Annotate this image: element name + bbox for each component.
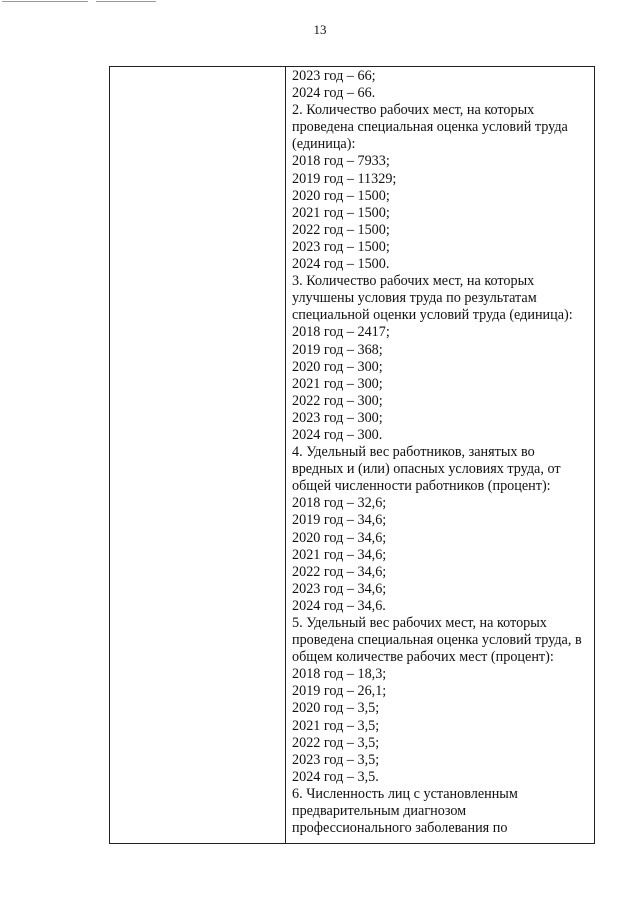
indicator-heading: специальной оценки условий труда (единица): [292,307,573,324]
indicator-heading: вредных и (или) опасных условиях труда, от [292,461,561,478]
indicator-line: 2020 год – 1500; [292,187,390,204]
indicator-heading: предварительным диагнозом [292,803,467,820]
indicator-line: 2024 год – 66. [292,85,376,102]
indicator-line: 2022 год – 34,6; [292,563,387,580]
indicator-line: 2023 год – 34,6; [292,580,387,597]
indicator-line: 2020 год – 3,5; [292,700,380,717]
indicator-line: 2020 год – 300; [292,358,383,375]
indicator-line: 2018 год – 18,3; [292,666,387,683]
indicator-line: 2024 год – 34,6. [292,597,386,614]
indicator-heading: проведена специальная оценка условий труда [292,119,568,136]
indicator-heading: (единица): [292,136,356,153]
indicator-line: 2023 год – 3,5; [292,751,380,768]
indicator-heading: 5. Удельный вес рабочих мест, на которых [292,615,547,631]
page-number: 13 [313,22,327,37]
indicator-line: 2022 год – 3,5; [292,734,380,751]
indicator-heading: общей численности работников (процент): [292,478,551,495]
indicator-line: 2024 год – 300. [292,426,383,443]
indicator-heading: 4. Удельный вес работников, занятых во [292,444,535,461]
indicator-heading: проведена специальная оценка условий труда, в [292,632,582,649]
indicator-heading: профессионального заболевания по [292,820,508,837]
indicator-line: 2024 год – 3,5. [292,768,379,785]
indicator-line: 2023 год – 300; [292,409,383,426]
indicator-line: 2018 год – 7933; [292,153,390,170]
indicator-heading: 6. Численность лиц с установленным [292,785,518,802]
indicator-line: 2019 год – 26,1; [292,683,387,700]
indicator-line: 2021 год – 1500; [292,204,390,221]
indicator-line: 2021 год – 34,6; [292,546,387,563]
indicator-line: 2024 год – 1500. [292,256,390,273]
indicator-heading: общем количестве рабочих мест (процент): [292,649,554,666]
indicator-line: 2018 год – 32,6; [292,495,387,512]
table-right-cell [286,67,594,843]
indicator-heading: улучшены условия труда по результатам [292,290,537,307]
indicator-heading: 3. Количество рабочих мест, на которых [292,273,535,290]
indicator-line: 2020 год – 34,6; [292,529,387,546]
scan-edge-mark [96,1,156,2]
indicator-line: 2022 год – 1500; [292,221,390,238]
table-left-cell [110,67,286,843]
indicator-line: 2023 год – 1500; [292,238,390,255]
indicator-line: 2018 год – 2417; [292,324,390,341]
indicator-line: 2019 год – 34,6; [292,512,387,529]
indicator-line: 2021 год – 300; [292,375,383,392]
indicator-line: 2023 год – 66; [292,68,376,84]
indicator-line: 2022 год – 300; [292,392,383,409]
program-indicators-table [109,66,595,844]
indicator-heading: 2. Количество рабочих мест, на которых [292,102,535,119]
indicator-line: 2021 год – 3,5; [292,717,380,734]
scan-edge-mark [2,1,88,2]
indicator-line: 2019 год – 11329; [292,170,397,187]
indicator-line: 2019 год – 368; [292,341,383,358]
